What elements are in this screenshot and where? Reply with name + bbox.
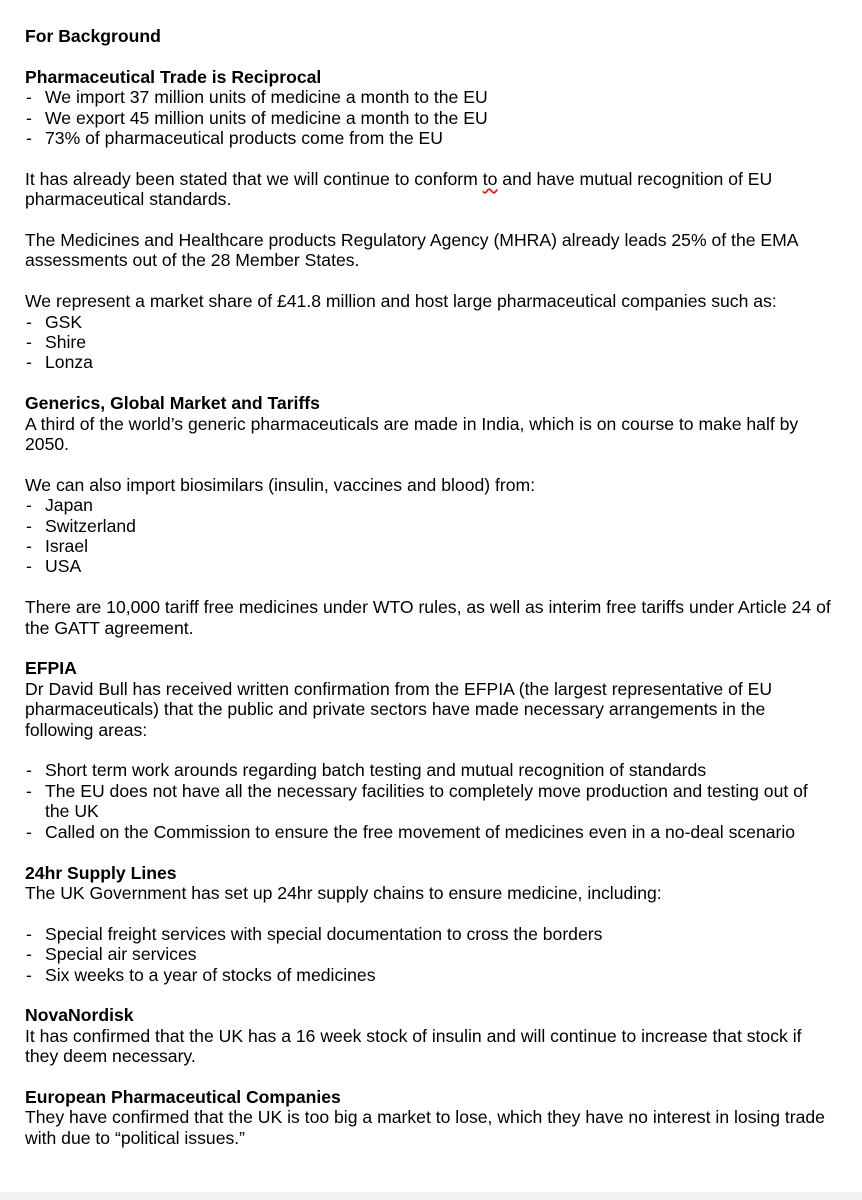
list-item: - GSK [25, 312, 837, 332]
list-item: - USA [25, 556, 837, 576]
list-item: - Israel [25, 536, 837, 556]
section-title-efpia: EFPIA [25, 658, 77, 679]
companies-list [25, 312, 837, 373]
list-item: - We export 45 million units of medicine a month to the EU [25, 108, 837, 128]
paragraph-india: A third of the world’s generic pharmaceuticals are made in India, which is on course to make half by 2050. [25, 413, 799, 455]
list-item: - Short term work arounds regarding batch testing and mutual recognition of standards [25, 760, 837, 780]
paragraph-supply: The UK Government has set up 24hr supply chains to ensure medicine, including: [25, 882, 662, 903]
trade-bullet-list [25, 87, 837, 148]
list-item: - Lonza [25, 352, 837, 372]
list-item: - Switzerland [25, 516, 837, 536]
list-item: - 73% of pharmaceutical products come from the EU [25, 128, 837, 148]
list-item: - The EU does not have all the necessary facilities to completely move production and testing out of the UK [25, 781, 837, 822]
paragraph-novanordisk: It has confirmed that the UK has a 16 week stock of insulin and will continue to increase that stock if they deem necessary. [25, 1025, 802, 1067]
section-title-novanordisk: NovaNordisk [25, 1005, 134, 1026]
page-bottom-edge [0, 1192, 862, 1200]
list-item: - Special air services [25, 944, 837, 964]
list-item: - Six weeks to a year of stocks of medicines [25, 965, 837, 985]
efpia-bullet-list [25, 760, 837, 842]
section-title-generics: Generics, Global Market and Tariffs [25, 393, 320, 414]
countries-list [25, 495, 837, 577]
list-item: - Special freight services with special documentation to cross the borders [25, 924, 837, 944]
paragraph-mhra: The Medicines and Healthcare products Regulatory Agency (MHRA) already leads 25% of the EMA assessments out of the 28 Member States. [25, 230, 798, 271]
list-item: - Shire [25, 332, 837, 352]
paragraph-biosimilars: We can also import biosimilars (insulin, vaccines and blood) from: [25, 474, 536, 495]
list-item: - Japan [25, 495, 837, 515]
section-title-european: European Pharmaceutical Companies [25, 1086, 341, 1107]
supply-bullet-list [25, 924, 837, 985]
section-title-supply: 24hr Supply Lines [25, 862, 177, 883]
paragraph-conform: It has already been stated that we will continue to conform to and have mutual recognition of EU pharmaceutical standards. [25, 168, 773, 210]
spellcheck-flagged-word[interactable]: to [482, 168, 498, 189]
paragraph-european: They have confirmed that the UK is too big a market to lose, which they have no interest in losing trade with due to “political issues.” [25, 1107, 825, 1148]
paragraph-market-share: We represent a market share of £41.8 million and host large pharmaceutical companies such as: [25, 291, 777, 312]
list-item: - Called on the Commission to ensure the free movement of medicines even in a no-deal scenario [25, 822, 837, 842]
section-title-trade: Pharmaceutical Trade is Reciprocal [25, 66, 322, 87]
list-item: - We import 37 million units of medicine a month to the EU [25, 87, 837, 107]
paragraph-efpia: Dr David Bull has received written confirmation from the EFPIA (the largest representative of EU pharmaceuticals) that the public and private sectors have made necessary arrangements in the following areas: [25, 678, 773, 740]
paragraph-wto: There are 10,000 tariff free medicines under WTO rules, as well as interim free tariffs under Article 24 of the GATT agreement. [25, 597, 831, 638]
document-heading: For Background [25, 26, 161, 46]
